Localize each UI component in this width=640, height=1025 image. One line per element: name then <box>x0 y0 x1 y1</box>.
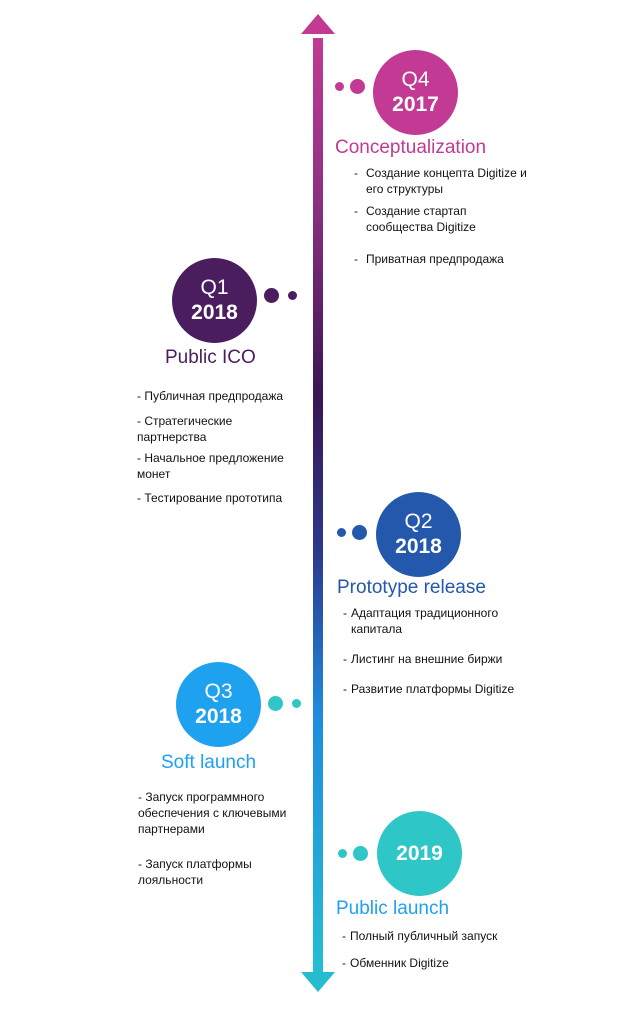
connector-dot-large <box>352 525 367 540</box>
milestone-dash: - <box>343 652 347 666</box>
timeline-arrow-down <box>301 972 335 992</box>
milestone-quarter: Q4 <box>401 67 430 91</box>
connector-dot-small <box>292 699 301 708</box>
milestone-dash: - <box>343 682 347 696</box>
milestone-dash: - <box>342 929 346 943</box>
milestone-year: 2019 <box>396 841 443 865</box>
milestone-dash: - <box>354 252 358 266</box>
milestone-item: Создание концепта Digitize и его структуры <box>366 166 527 196</box>
milestone-dash: - <box>343 606 347 620</box>
milestone-circle-q2-2018 <box>376 492 461 577</box>
milestone-circle-q1-2018 <box>172 258 257 343</box>
milestone-circle-q3-2018 <box>176 662 261 747</box>
connector-dot-large <box>268 696 283 711</box>
milestone-item: Приватная предпродажа <box>366 252 504 266</box>
connector-dot-large <box>350 79 365 94</box>
milestone-item: - Тестирование прототипа <box>137 491 283 505</box>
milestone-year: 2018 <box>191 300 238 324</box>
milestone-dash: - <box>342 956 346 970</box>
milestone-item: Создание стартап сообщества Digitize <box>366 204 476 234</box>
milestone-item: - Начальное предложение монет <box>137 451 284 481</box>
milestone-item: Листинг на внешние биржи <box>351 652 503 666</box>
milestone-title: Conceptualization <box>335 137 487 158</box>
milestone-quarter: Q3 <box>204 679 233 703</box>
connector-dot-small <box>338 849 347 858</box>
timeline-axis <box>313 38 323 978</box>
milestone-item: Развитие платформы Digitize <box>351 682 515 696</box>
milestone-circle-q4-2017 <box>373 50 458 135</box>
milestone-title: Public launch <box>336 898 450 919</box>
milestone-title: Prototype release <box>337 577 486 598</box>
connector-dot-large <box>353 846 368 861</box>
connector-dot-small <box>335 82 344 91</box>
milestone-item: - Стратегические партнерства <box>137 414 233 444</box>
milestone-year: 2018 <box>395 534 442 558</box>
milestone-circle-2019 <box>377 811 462 896</box>
milestone-dash: - <box>354 166 358 180</box>
milestone-item: - Запуск программного обеспечения с ключевыми партнерами <box>138 790 287 836</box>
connector-dot-small <box>288 291 297 300</box>
connector-dot-small <box>337 528 346 537</box>
milestone-item: Адаптация традиционного капитала <box>351 606 499 636</box>
timeline-arrow-up <box>301 14 335 34</box>
milestone-year: 2018 <box>195 704 242 728</box>
milestone-title: Soft launch <box>161 752 257 773</box>
connector-dot-large <box>264 288 279 303</box>
milestone-item: Обменник Digitize <box>350 956 449 970</box>
milestone-year: 2017 <box>392 92 439 116</box>
milestone-item: - Запуск платформы лояльности <box>138 857 252 887</box>
milestone-title: Public ICO <box>165 347 256 368</box>
milestone-quarter: Q2 <box>404 509 433 533</box>
milestone-quarter: Q1 <box>200 275 229 299</box>
milestone-item: Полный публичный запуск <box>350 929 498 943</box>
milestone-dash: - <box>354 204 358 218</box>
milestone-item: - Публичная предпродажа <box>137 389 284 403</box>
